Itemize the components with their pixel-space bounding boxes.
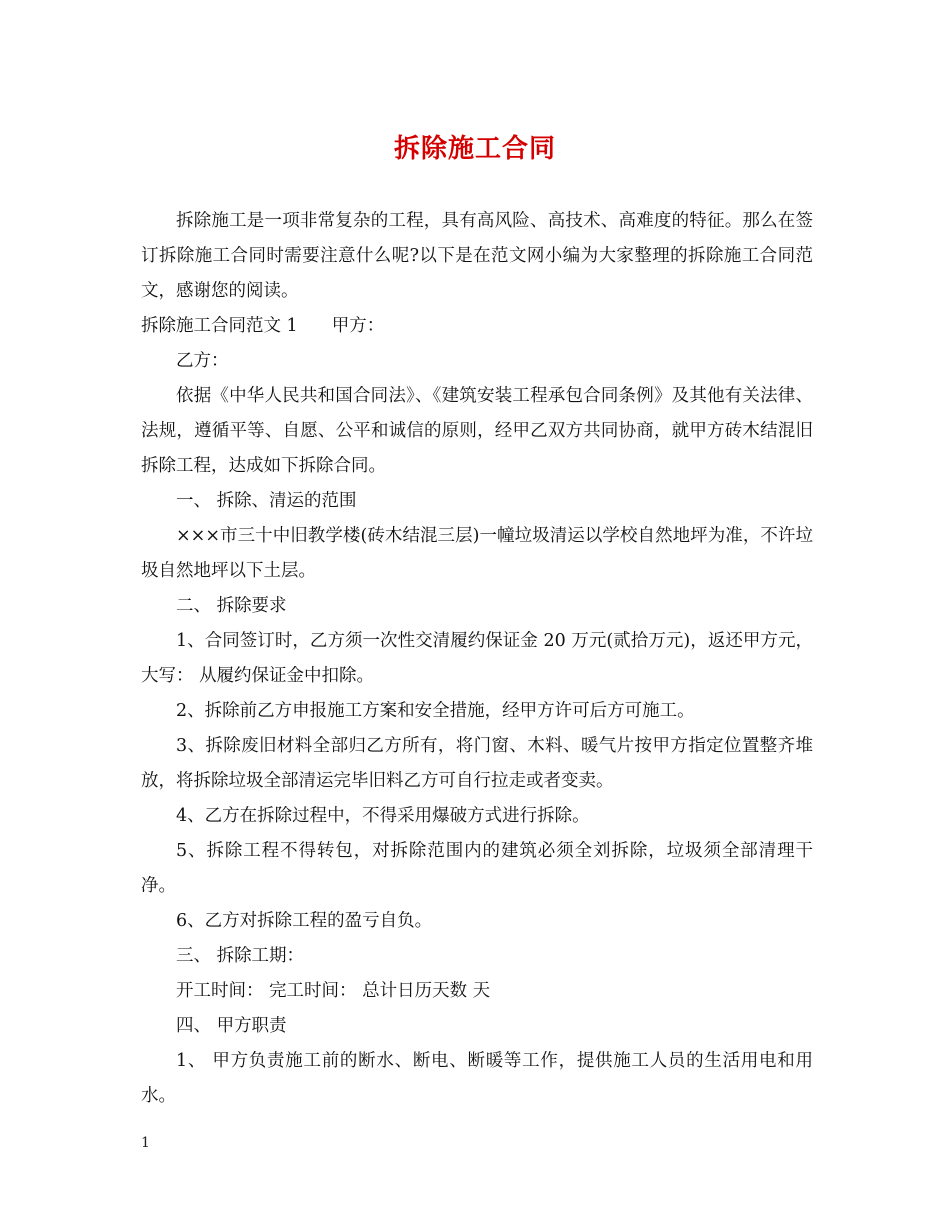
schedule-line: 开工时间： 完工时间： 总计日历天数 天 — [176, 981, 491, 1001]
requirement-3: 3、拆除废旧材料全部归乙方所有，将门窗、木料、暖气片按甲方指定位置整齐堆放，将拆除垃圾全部清运完毕旧料乙方可自行拉走或者变卖。 — [141, 736, 813, 791]
requirement-6: 6、乙方对拆除工程的盈亏自负。 — [176, 911, 433, 931]
page-number: 1 — [141, 1135, 150, 1151]
sample-heading: 拆除施工合同范文 1 — [141, 316, 298, 336]
requirement-1: 1、合同签订时，乙方须一次性交清履约保证金 20 万元(贰拾万元)，返还甲方元，大写： 从履约保证金中扣除。 — [141, 631, 813, 686]
duty-1: 1、 甲方负责施工前的断水、断电、断暖等工作，提供施工人员的生活用电和用水。 — [141, 1051, 813, 1106]
document-body — [141, 204, 813, 1114]
section-2-title: 二、 拆除要求 — [176, 596, 287, 616]
requirement-4: 4、乙方在拆除过程中，不得采用爆破方式进行拆除。 — [176, 806, 590, 826]
section-4-title: 四、 甲方职责 — [176, 1016, 287, 1036]
requirement-2: 2、拆除前乙方申报施工方案和安全措施，经甲方许可后方可施工。 — [176, 701, 695, 721]
section-1-title: 一、 拆除、清运的范围 — [176, 491, 357, 511]
requirement-5: 5、拆除工程不得转包，对拆除范围内的建筑必须全刘拆除，垃圾须全部清理干净。 — [141, 841, 813, 896]
section-3-title: 三、 拆除工期： — [176, 946, 305, 966]
basis-paragraph: 依据《中华人民共和国合同法》、《建筑安装工程承包合同条例》及其他有关法律、法规，遵循平等、自愿、公平和诚信的原则，经甲乙双方共同协商，就甲方砖木结混旧拆除工程，达成如下拆除合同。 — [141, 386, 813, 476]
party-b-label: 乙方： — [176, 351, 229, 371]
sample-heading-line — [141, 309, 813, 344]
party-a-label: 甲方： — [331, 316, 385, 336]
document-title: 拆除施工合同 — [393, 134, 556, 164]
section-1-text: ×××市三十中旧教学楼(砖木结混三层)一幢垃圾清运以学校自然地坪为准，不许垃圾自然地坪以下土层。 — [141, 526, 813, 581]
intro-paragraph: 拆除施工是一项非常复杂的工程，具有高风险、高技术、高难度的特征。那么在签订拆除施工合同时需要注意什么呢?以下是在范文网小编为大家整理的拆除施工合同范文，感谢您的阅读。 — [141, 211, 813, 301]
